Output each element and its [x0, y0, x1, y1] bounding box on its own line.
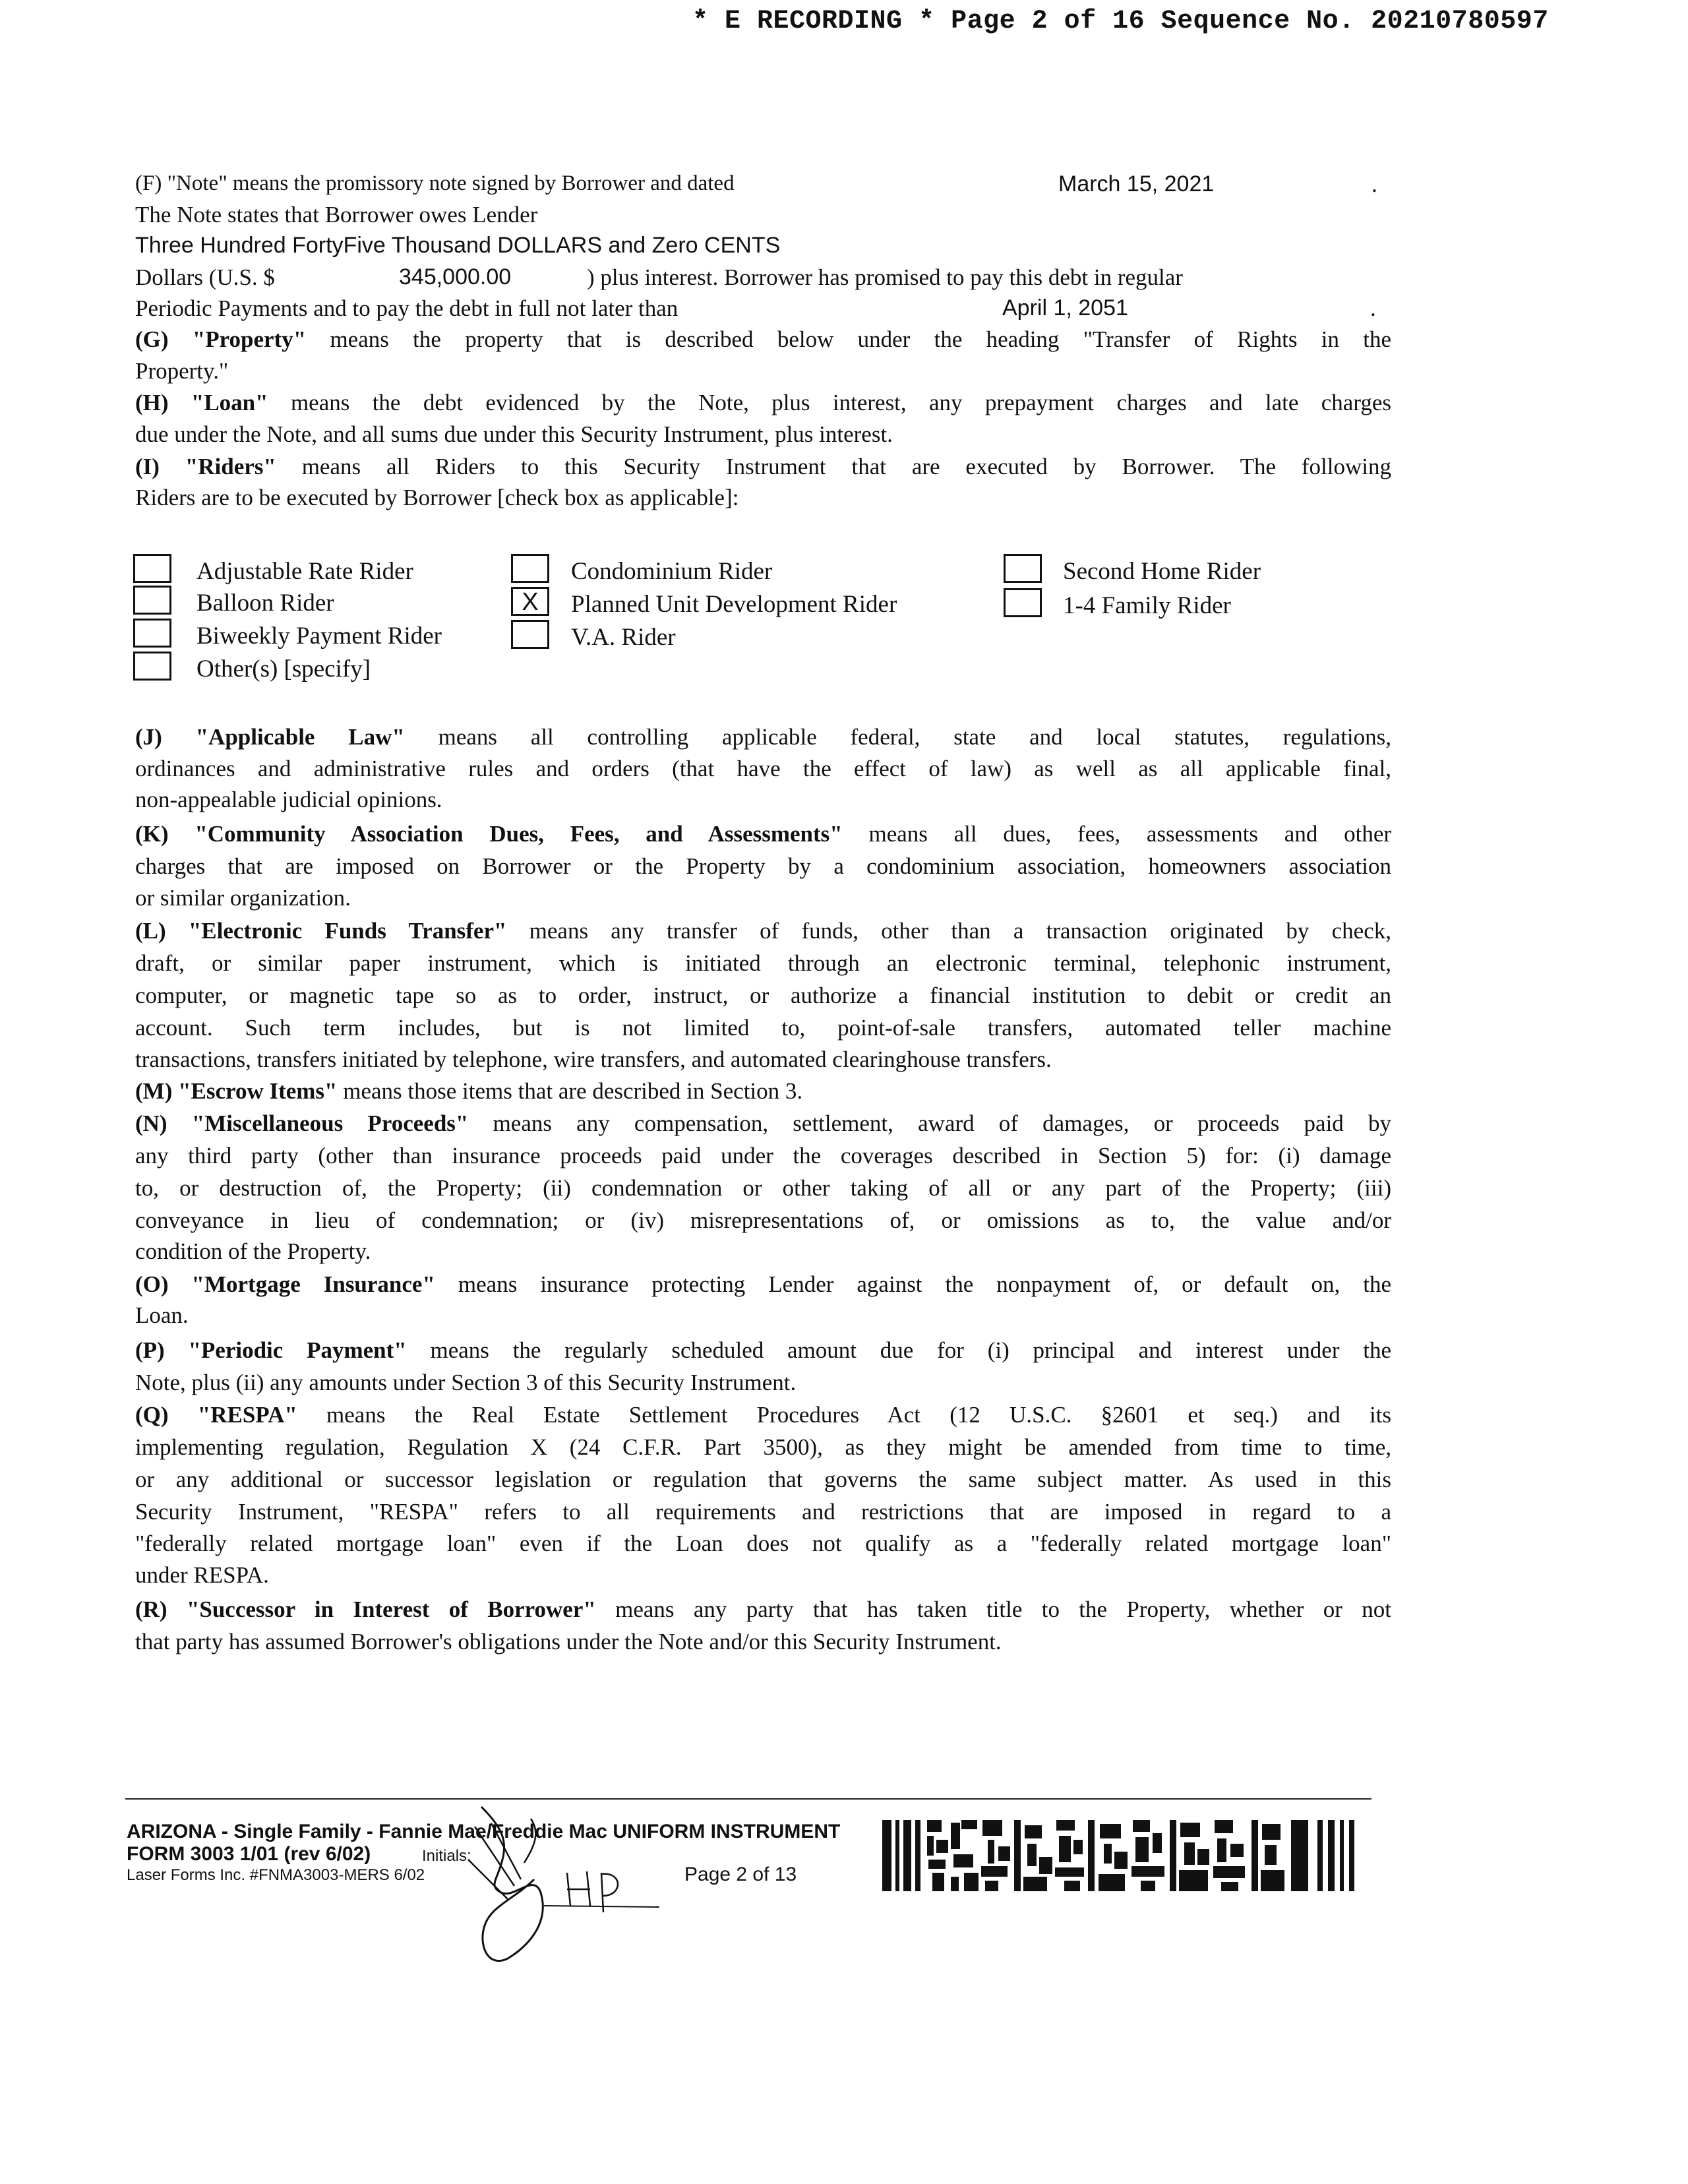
- rider-label: Condominium Rider: [571, 558, 773, 585]
- footer-rule: [125, 1798, 1372, 1800]
- rider-label: Planned Unit Development Rider: [571, 591, 897, 618]
- def-n-cont: condition of the Property.: [135, 1238, 371, 1264]
- checkbox-biweekly-payment-rider[interactable]: [133, 619, 171, 648]
- checkbox-va-rider[interactable]: [511, 620, 549, 649]
- def-j-cont: ordinances and administrative rules and orders (that have the effect of law) as well as all applicable final,: [135, 756, 1391, 781]
- rider-label: V.A. Rider: [571, 624, 676, 651]
- def-g-cont: Property.": [135, 358, 229, 384]
- rider-label: Other(s) [specify]: [196, 655, 371, 682]
- vendor-line: Laser Forms Inc. #FNMA3003-MERS 6/02: [127, 1866, 425, 1884]
- def-n-cont: conveyance in lieu of condemnation; or (iv) misrepresentations of, or omissions as to, the value and/or: [135, 1207, 1391, 1233]
- def-q-cont: implementing regulation, Regulation X (24 C.F.R. Part 3500), as they might be amended from time to time,: [135, 1434, 1391, 1460]
- def-j-cont: non-appealable judicial opinions.: [135, 787, 442, 812]
- def-r: (R) "Successor in Interest of Borrower" means any party that has taken title to the Property, whether or not: [135, 1596, 1392, 1622]
- form-page-number: Page 2 of 13: [684, 1864, 797, 1885]
- barcode: [882, 1820, 1365, 1891]
- def-r-cont: that party has assumed Borrower's obligations under the Note and/or this Security Instrument.: [135, 1629, 1002, 1654]
- def-f-line2: The Note states that Borrower owes Lender: [135, 202, 538, 228]
- form-title: ARIZONA - Single Family - Fannie Mae/Freddie Mac UNIFORM INSTRUMENT: [127, 1821, 841, 1842]
- period: .: [1372, 171, 1377, 197]
- initials-label: Initials:: [422, 1847, 471, 1865]
- checkbox-other-rider[interactable]: [133, 652, 171, 681]
- def-q-cont: under RESPA.: [135, 1562, 269, 1588]
- def-k-cont: charges that are imposed on Borrower or the Property by a condominium association, homeowners association: [135, 853, 1391, 879]
- checkbox-second-home-rider[interactable]: [1004, 554, 1042, 583]
- def-o-cont: Loan.: [135, 1302, 189, 1328]
- def-p-cont: Note, plus (ii) any amounts under Section 3 of this Security Instrument.: [135, 1370, 797, 1395]
- def-h-cont: due under the Note, and all sums due under this Security Instrument, plus interest.: [135, 421, 893, 447]
- def-m: (M) "Escrow Items" means those items that are described in Section 3.: [135, 1078, 803, 1104]
- def-k: (K) "Community Association Dues, Fees, and Assessments" means all dues, fees, assessments and other: [135, 821, 1392, 847]
- rider-label: Balloon Rider: [196, 590, 334, 617]
- checkbox-planned-unit-development-rider[interactable]: X: [511, 587, 549, 616]
- form-number: FORM 3003 1/01 (rev 6/02): [127, 1843, 371, 1865]
- def-j: (J) "Applicable Law" means all controlling applicable federal, state and local statutes, regulations,: [135, 724, 1392, 750]
- def-l-cont: draft, or similar paper instrument, which is initiated through an electronic terminal, telephonic instrument,: [135, 950, 1391, 976]
- def-h: (H) "Loan" means the debt evidenced by the Note, plus interest, any prepayment charges and late charges: [135, 390, 1392, 415]
- checkbox-balloon-rider[interactable]: [133, 586, 171, 615]
- maturity-date: April 1, 2051: [1002, 295, 1128, 320]
- def-n-cont: to, or destruction of, the Property; (ii) condemnation or other taking of all or any part of the Property; (iii): [135, 1175, 1391, 1201]
- def-p: (P) "Periodic Payment" means the regularly scheduled amount due for (i) principal and interest under the: [135, 1337, 1392, 1363]
- def-o: (O) "Mortgage Insurance" means insurance protecting Lender against the nonpayment of, or default on, the: [135, 1271, 1391, 1297]
- rider-label: Second Home Rider: [1063, 558, 1261, 585]
- period: .: [1370, 295, 1376, 321]
- def-l: (L) "Electronic Funds Transfer" means any transfer of funds, other than a transaction originated by check,: [135, 918, 1392, 944]
- def-i: (I) "Riders" means all Riders to this Security Instrument that are executed by Borrower. The following: [135, 454, 1392, 479]
- loan-amount: 345,000.00: [399, 264, 512, 289]
- recording-banner: * E RECORDING * Page 2 of 16 Sequence No. 20210780597: [692, 7, 1549, 36]
- rider-label: Biweekly Payment Rider: [196, 622, 442, 650]
- signature-initials: [462, 1800, 712, 1972]
- def-g: (G) "Property" means the property that is described below under the heading "Transfer of Rights in the: [135, 326, 1391, 352]
- def-n-cont: any third party (other than insurance proceeds paid under the coverages described in Section 5) for: (i) damage: [135, 1143, 1391, 1168]
- checkbox-1-4-family-rider[interactable]: [1004, 588, 1042, 617]
- dollars-suffix: ) plus interest. Borrower has promised to pay this debt in regular: [587, 264, 1183, 290]
- dollars-prefix: Dollars (U.S. $: [135, 264, 275, 290]
- def-q-cont: "federally related mortgage loan" even if the Loan does not qualify as a "federally related mortgage loan": [135, 1531, 1391, 1556]
- def-l-cont: account. Such term includes, but is not limited to, point-of-sale transfers, automated teller machine: [135, 1015, 1391, 1041]
- def-i-cont: Riders are to be executed by Borrower [check box as applicable]:: [135, 485, 739, 510]
- def-k-cont: or similar organization.: [135, 885, 351, 911]
- def-f-lead: (F) "Note" means the promissory note signed by Borrower and dated: [135, 171, 735, 195]
- def-q-cont: Security Instrument, "RESPA" refers to all requirements and restrictions that are imposed in regard to a: [135, 1499, 1391, 1525]
- def-l-cont: transactions, transfers initiated by telephone, wire transfers, and automated clearinghouse transfers.: [135, 1046, 1052, 1072]
- rider-label: Adjustable Rate Rider: [196, 558, 413, 585]
- def-l-cont: computer, or magnetic tape so as to order, instruct, or authorize a financial institution to debit or credit an: [135, 983, 1391, 1008]
- note-date: March 15, 2021: [1058, 171, 1215, 197]
- def-q: (Q) "RESPA" means the Real Estate Settlement Procedures Act (12 U.S.C. §2601 et seq.) and its: [135, 1402, 1392, 1428]
- def-f-line5: Periodic Payments and to pay the debt in full not later than: [135, 295, 678, 321]
- checkbox-condominium-rider[interactable]: [511, 554, 549, 583]
- rider-label: 1-4 Family Rider: [1063, 592, 1231, 619]
- loan-amount-words: Three Hundred FortyFive Thousand DOLLARS and Zero CENTS: [135, 233, 781, 258]
- def-n: (N) "Miscellaneous Proceeds" means any compensation, settlement, award of damages, or proceeds paid by: [135, 1110, 1392, 1136]
- def-q-cont: or any additional or successor legislation or regulation that governs the same subject matter. As used in this: [135, 1467, 1391, 1492]
- checkbox-adjustable-rate-rider[interactable]: [133, 554, 171, 583]
